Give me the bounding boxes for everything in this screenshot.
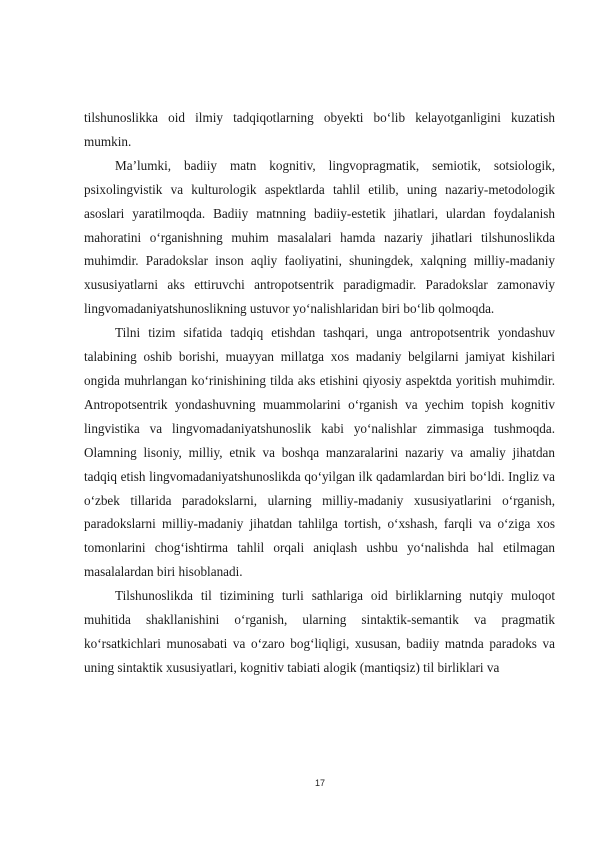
paragraph-badiiy-matn: Ma’lumki, badiiy matn kognitiv, lingvopragmatik, semiotik, sotsiologik, psixolingvistik va kulturologik aspektlarda tahlil etilib, uning nazariy-metodologik asoslari yaratilmoqda. Badiiy matnning badiiy-estetik jihatlari, ulardan foydalanish mahoratini o‘rganishning muhim masalalari hamda nazariy jihatlari tilshunoslikda muhimdir. Paradokslar inson aqliy faoliyatini, shuningdek, xalqning milliy-madaniy xususiyatlarni aks ettiruvchi antropotsentrik paradigmadir. Paradokslar zamonaviy lingvomadaniyatshunoslikning ustuvor yo‘nalishlaridan biri bo‘lib qolmoqda. [84, 157, 555, 317]
body-text [84, 106, 555, 680]
paragraph-antropotsentrik: Tilni tizim sifatida tadqiq etishdan tashqari, unga antropotsentrik yondashuv talabining oshib borishi, muayyan millatga xos madaniy belgilarni jamiyat kishilari ongida muhrlangan ko‘rinishining tilda aks etishini qiyosiy aspektda yoritish muhimdir. Antropotsentrik yondashuvning muammolarini o‘rganish va yechim topish kognitiv lingvistika va lingvomadaniyatshunoslik kabi yo‘nalishlar zimmasiga tushmoqda. Olamning lisoniy, milliy, etnik va boshqa manzaralarini nazariy va amaliy jihatdan tadqiq etish lingvomadaniyatshunoslikda qo‘yilgan ilk qadamlardan biri bo‘ldi. Ingliz va o‘zbek tillarida paradokslarni, ularning milliy-madaniy xususiyatlarini o‘rganish, paradokslarni milliy-madaniy jihatdan tahlilga tortish, o‘xshash, farqli va o‘ziga xos tomonlarini chog‘ishtirma tahlil orqali aniqlash ushbu yo‘nalishda hal etilmagan masalalardan biri hisoblanadi. [84, 325, 555, 580]
paragraph-continuation: tilshunoslikka oid ilmiy tadqiqotlarning obyekti bo‘lib kelayotganligini kuzatish mumkin. [84, 110, 555, 149]
paragraph-tilshunoslik: Tilshunoslikda til tizimining turli sathlariga oid birliklarning nutqiy muloqot muhitida shakllanishini o‘rganish, ularning sintaktik-semantik va pragmatik ko‘rsatkichlari munosabati va o‘zaro bog‘liqligi, xususan, badiiy matnda paradoks va uning sintaktik xususiyatlari, kognitiv tabiati alogik (mantiqsiz) til birliklari va [84, 588, 555, 675]
page-number: 17 [314, 778, 325, 788]
